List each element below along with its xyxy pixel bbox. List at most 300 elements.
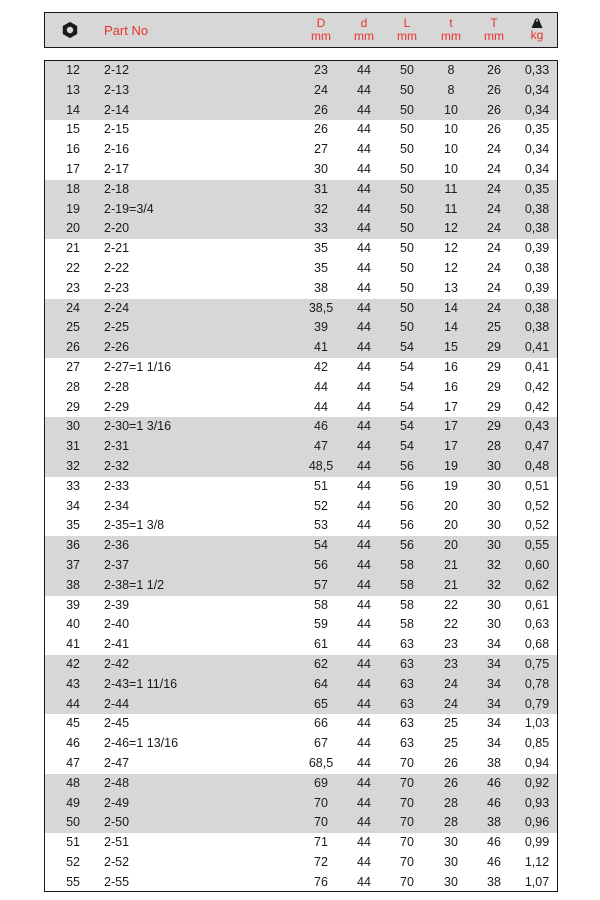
cell-d-outer: 27 [314,142,328,157]
cell-kg: 0,38 [524,221,550,236]
cell-t: 25 [487,320,501,335]
cell-d-outer: 32 [314,201,328,216]
table-row [45,81,557,101]
cell-d-outer: 33 [314,221,328,236]
cell-t: 34 [487,657,501,671]
cell-d-outer: 30 [314,162,328,176]
table-row [45,497,557,517]
cell-t: 10 [444,142,458,157]
table-row [45,259,557,279]
header-col-label: t [449,16,453,30]
cell-num: 17 [66,162,80,176]
table-row [45,596,557,616]
cell-d: 44 [357,261,371,275]
header-col-unit: kg [530,28,544,42]
table-row [45,477,557,497]
cell-kg: 1,07 [524,874,550,889]
table-row [45,437,557,457]
cell-kg: 0,51 [524,478,550,493]
cell-t: 38 [487,874,501,889]
table-row [45,714,557,734]
cell-l: 50 [400,221,414,236]
table-row [45,615,557,635]
cell-t: 32 [487,577,501,592]
cell-l: 70 [400,855,414,869]
cell-l: 58 [400,577,414,592]
cell-t: 20 [444,498,458,513]
table-row [45,675,557,695]
header-col-unit: mm [397,29,417,43]
table-row [45,299,557,319]
cell-d-outer: 58 [314,597,328,612]
cell-t: 11 [444,181,458,196]
cell-part: 2-18 [104,181,130,196]
cell-part: 2-27=1 1/16 [104,360,172,374]
cell-d-outer: 23 [314,63,328,77]
cell-t: 14 [444,300,458,315]
cell-l: 54 [400,399,414,414]
table-row [45,101,557,121]
cell-kg: 0,78 [524,676,550,691]
cell-t: 17 [444,419,458,434]
cell-d-outer: 42 [314,360,328,374]
cell-d-outer: 52 [314,498,328,513]
cell-t: 34 [487,736,501,751]
cell-t: 14 [444,320,458,335]
cell-t: 12 [444,261,458,275]
cell-num: 45 [66,716,80,731]
header-part-no-label: Part No [104,22,149,38]
cell-l: 54 [400,419,414,434]
header-col-unit: mm [311,29,331,43]
table-row [45,695,557,715]
cell-num: 52 [66,855,80,869]
cell-d: 44 [357,874,371,889]
header-col-unit: mm [354,29,374,43]
cell-d-outer: 24 [314,82,328,97]
cell-t: 24 [487,142,501,157]
cell-t: 17 [444,439,458,454]
cell-d-outer: 35 [314,261,328,275]
cell-l: 70 [400,756,414,770]
cell-t: 19 [444,459,458,473]
cell-part: 2-14 [104,102,130,117]
cell-l: 50 [400,280,414,295]
cell-t: 24 [444,676,458,691]
cell-t: 24 [444,696,458,711]
table-row [45,160,557,180]
parts-table [44,60,558,892]
cell-part: 2-37 [104,558,130,572]
header-col-T [474,13,514,47]
table-header [44,12,558,48]
cell-kg: 0,38 [524,300,550,315]
cell-d-outer: 68,5 [308,756,334,770]
cell-l: 63 [400,637,414,652]
cell-d: 44 [357,360,371,374]
cell-l: 63 [400,696,414,711]
cell-num: 31 [66,439,80,454]
cell-t: 29 [487,379,501,394]
cell-num: 15 [66,122,80,137]
cell-t: 46 [487,795,501,810]
cell-d-outer: 71 [314,835,328,850]
cell-l: 56 [400,478,414,493]
cell-part: 2-31 [104,439,130,454]
cell-t: 30 [444,855,458,869]
cell-l: 50 [400,241,414,256]
cell-part: 2-33 [104,478,130,493]
cell-t: 24 [487,261,501,275]
cell-d-outer: 31 [314,181,328,196]
table-row [45,279,557,299]
table-row [45,576,557,596]
cell-d-outer: 64 [314,676,328,691]
cell-d: 44 [357,162,371,176]
cell-num: 47 [66,756,80,770]
cell-l: 63 [400,736,414,751]
cell-d: 44 [357,617,371,632]
cell-t: 30 [444,874,458,889]
header-col-D [301,13,341,47]
cell-kg: 0,55 [524,538,550,553]
cell-kg: 0,68 [524,637,550,652]
header-col-label: T [490,16,498,30]
cell-d: 44 [357,637,371,652]
table-row [45,853,557,873]
cell-l: 50 [400,162,414,176]
table-row [45,338,557,358]
cell-l: 50 [400,201,414,216]
cell-d: 44 [357,201,371,216]
cell-part: 2-19=3/4 [104,201,154,216]
cell-l: 58 [400,597,414,612]
cell-d-outer: 66 [314,716,328,731]
cell-l: 56 [400,518,414,533]
cell-t: 28 [487,439,501,454]
cell-t: 16 [444,360,458,374]
cell-part: 2-13 [104,82,130,97]
cell-kg: 0,47 [524,439,550,454]
cell-d-outer: 44 [314,379,328,394]
cell-d-outer: 48,5 [308,459,334,473]
cell-d: 44 [357,379,371,394]
cell-num: 32 [66,459,80,473]
cell-t: 38 [487,815,501,830]
cell-d: 44 [357,518,371,533]
cell-kg: 0,79 [524,696,550,711]
cell-d-outer: 76 [314,874,328,889]
cell-l: 63 [400,657,414,671]
cell-part: 2-24 [104,300,130,315]
cell-kg: 0,35 [524,181,550,196]
cell-kg: 0,92 [524,775,550,790]
cell-t: 28 [444,815,458,830]
cell-kg: 0,38 [524,320,550,335]
cell-part: 2-36 [104,538,130,553]
cell-d-outer: 70 [314,795,328,810]
cell-d-outer: 62 [314,657,328,671]
cell-t: 30 [487,617,501,632]
cell-num: 33 [66,478,80,493]
table-row [45,833,557,853]
cell-d-outer: 51 [314,478,328,493]
cell-d-outer: 53 [314,518,328,533]
cell-kg: 0,99 [524,835,550,850]
header-col-t [431,13,471,47]
cell-d: 44 [357,795,371,810]
cell-d: 44 [357,855,371,869]
cell-l: 50 [400,142,414,157]
cell-d-outer: 61 [314,637,328,652]
header-col-label: d [360,16,368,30]
table-row [45,556,557,576]
cell-t: 20 [444,538,458,553]
cell-t: 24 [487,280,501,295]
table-row [45,239,557,259]
cell-d: 44 [357,82,371,97]
cell-kg: 0,41 [524,360,550,374]
weight-icon [530,18,544,28]
cell-kg: 1,03 [524,716,550,731]
cell-part: 2-16 [104,142,130,157]
cell-num: 43 [66,676,80,691]
cell-part: 2-26 [104,340,130,355]
table-row [45,734,557,754]
cell-part: 2-29 [104,399,130,414]
cell-kg: 0,34 [524,142,550,157]
cell-t: 24 [487,201,501,216]
cell-part: 2-30=1 3/16 [104,419,172,434]
cell-l: 70 [400,874,414,889]
cell-d: 44 [357,696,371,711]
cell-l: 50 [400,102,414,117]
cell-d: 44 [357,241,371,256]
cell-t: 38 [487,756,501,770]
cell-t: 26 [487,82,501,97]
cell-d-outer: 46 [314,419,328,434]
cell-kg: 0,34 [524,162,550,176]
cell-d-outer: 70 [314,815,328,830]
cell-kg: 0,94 [524,756,550,770]
cell-d-outer: 39 [314,320,328,335]
cell-kg: 0,39 [524,280,550,295]
header-col-d [344,13,384,47]
cell-d-outer: 38,5 [308,300,334,315]
cell-d-outer: 54 [314,538,328,553]
cell-d-outer: 69 [314,775,328,790]
cell-t: 10 [444,162,458,176]
cell-t: 24 [487,241,501,256]
cell-l: 50 [400,63,414,77]
cell-kg: 0,48 [524,459,550,473]
cell-kg: 0,43 [524,419,550,434]
cell-num: 16 [66,142,80,157]
cell-l: 54 [400,360,414,374]
cell-l: 56 [400,538,414,553]
cell-t: 22 [444,597,458,612]
cell-d: 44 [357,142,371,157]
cell-d-outer: 38 [314,280,328,295]
cell-d-outer: 65 [314,696,328,711]
cell-num: 36 [66,538,80,553]
cell-d: 44 [357,300,371,315]
cell-t: 26 [444,756,458,770]
cell-num: 35 [66,518,80,533]
cell-t: 29 [487,419,501,434]
cell-part: 2-42 [104,657,130,671]
cell-t: 8 [447,82,455,97]
cell-kg: 0,96 [524,815,550,830]
cell-num: 18 [66,181,80,196]
table-row [45,140,557,160]
cell-part: 2-12 [104,63,130,77]
cell-part: 2-47 [104,756,130,770]
table-row [45,655,557,675]
cell-d: 44 [357,63,371,77]
cell-num: 42 [66,657,80,671]
table-row [45,318,557,338]
cell-part: 2-49 [104,795,130,810]
header-col-unit: mm [441,29,461,43]
cell-part: 2-28 [104,379,130,394]
cell-d-outer: 72 [314,855,328,869]
cell-kg: 0,42 [524,379,550,394]
cell-d-outer: 41 [314,340,328,355]
cell-t: 34 [487,676,501,691]
cell-l: 50 [400,181,414,196]
cell-part: 2-25 [104,320,130,335]
cell-t: 30 [444,835,458,850]
table-row [45,358,557,378]
cell-kg: 0,85 [524,736,550,751]
cell-d: 44 [357,498,371,513]
cell-num: 26 [66,340,80,355]
cell-t: 22 [444,617,458,632]
table-row [45,61,557,81]
cell-l: 54 [400,439,414,454]
cell-t: 34 [487,637,501,652]
cell-part: 2-17 [104,162,130,176]
cell-t: 10 [444,102,458,117]
header-col-label: L [403,16,411,30]
cell-part: 2-51 [104,835,130,850]
table-row [45,635,557,655]
cell-t: 34 [487,696,501,711]
cell-part: 2-34 [104,498,130,513]
cell-d: 44 [357,459,371,473]
cell-l: 50 [400,300,414,315]
table-row [45,516,557,536]
cell-kg: 0,42 [524,399,550,414]
cell-num: 28 [66,379,80,394]
cell-part: 2-39 [104,597,130,612]
cell-num: 29 [66,399,80,414]
cell-num: 39 [66,597,80,612]
table-row [45,813,557,833]
cell-d: 44 [357,221,371,236]
cell-part: 2-46=1 13/16 [104,736,179,751]
cell-d-outer: 44 [314,399,328,414]
header-part-no [104,13,148,47]
cell-part: 2-40 [104,617,130,632]
cell-d: 44 [357,419,371,434]
cell-kg: 0,62 [524,577,550,592]
cell-num: 14 [66,102,80,117]
cell-t: 8 [447,63,455,77]
cell-t: 30 [487,538,501,553]
table-row [45,774,557,794]
cell-l: 70 [400,835,414,850]
cell-d: 44 [357,716,371,731]
cell-d: 44 [357,558,371,572]
cell-part: 2-21 [104,241,130,256]
cell-part: 2-52 [104,855,130,869]
cell-kg: 0,75 [524,657,550,671]
cell-num: 20 [66,221,80,236]
cell-part: 2-35=1 3/8 [104,518,165,533]
cell-d-outer: 26 [314,102,328,117]
cell-num: 38 [66,577,80,592]
cell-t: 30 [487,478,501,493]
cell-part: 2-50 [104,815,130,830]
table-row [45,536,557,556]
cell-l: 70 [400,795,414,810]
cell-num: 48 [66,775,80,790]
cell-num: 25 [66,320,80,335]
cell-t: 23 [444,657,458,671]
cell-t: 30 [487,597,501,612]
cell-num: 46 [66,736,80,751]
cell-d: 44 [357,736,371,751]
cell-part: 2-22 [104,261,130,275]
cell-num: 41 [66,637,80,652]
cell-t: 46 [487,775,501,790]
cell-d-outer: 56 [314,558,328,572]
table-row [45,457,557,477]
cell-kg: 1,12 [524,855,550,869]
cell-d: 44 [357,657,371,671]
cell-l: 56 [400,459,414,473]
cell-t: 24 [487,300,501,315]
cell-kg: 0,60 [524,558,550,572]
cell-t: 25 [444,736,458,751]
cell-t: 12 [444,221,458,236]
cell-t: 30 [487,498,501,513]
cell-num: 51 [66,835,80,850]
cell-part: 2-15 [104,122,130,137]
cell-part: 2-48 [104,775,130,790]
cell-l: 50 [400,122,414,137]
cell-l: 70 [400,815,414,830]
cell-t: 46 [487,855,501,869]
cell-d: 44 [357,756,371,770]
table-row [45,378,557,398]
cell-part: 2-23 [104,280,130,295]
cell-d-outer: 47 [314,439,328,454]
cell-kg: 0,34 [524,82,550,97]
table-row [45,873,557,893]
cell-t: 34 [487,716,501,731]
cell-t: 10 [444,122,458,137]
cell-d: 44 [357,280,371,295]
cell-part: 2-38=1 1/2 [104,577,165,592]
cell-t: 24 [487,221,501,236]
cell-t: 23 [444,637,458,652]
cell-t: 24 [487,162,501,176]
cell-num: 40 [66,617,80,632]
cell-d: 44 [357,597,371,612]
